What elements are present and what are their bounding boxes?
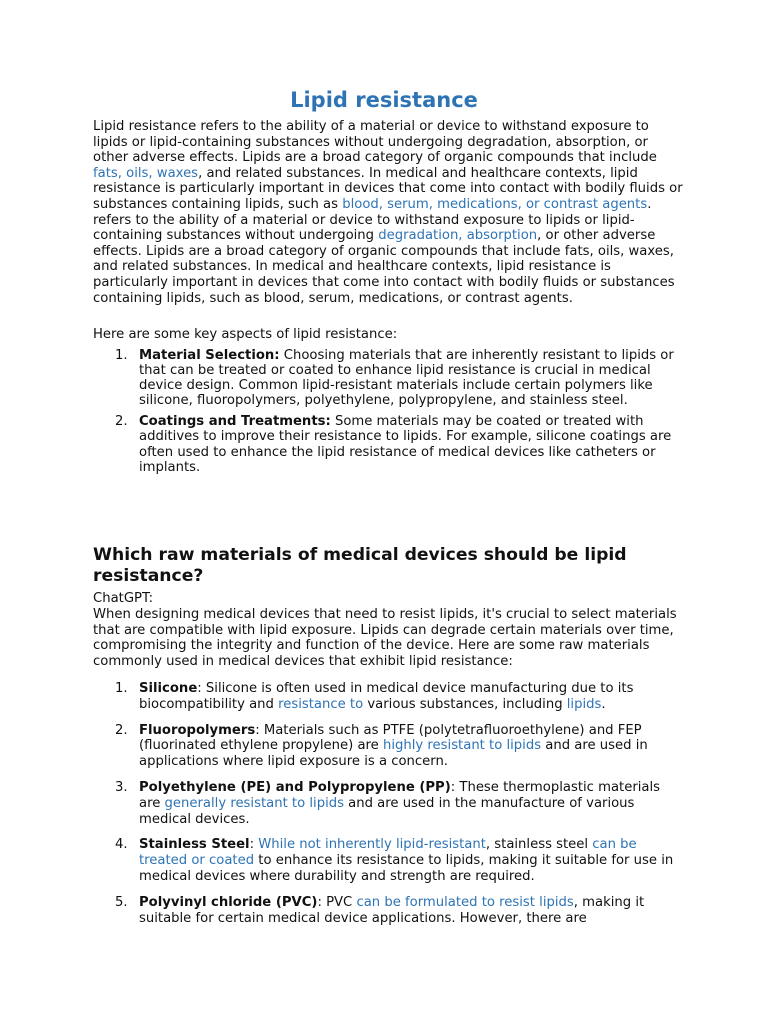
intro-text-4: , or other adverse effects. Lipids are a broad category of organic compounds that include fats, oils, waxes, and related substances. In medical and healthcare contexts, lipid resistance is particularly important in devices that come into contact with bodily fluids or substances containing lipids, such as blood, serum, medications, or contrast agents.	[93, 228, 675, 306]
aspects-list	[93, 348, 683, 475]
list-item-text: : Silicone is often used in medical device manufacturing due to its biocompatibility and	[139, 681, 634, 712]
item-link[interactable]: While not inherently lipid-resistant	[258, 837, 486, 853]
list-item	[93, 723, 683, 770]
intro-text-1: Lipid resistance refers to the ability of a material or device to withstand exposure to lipids or lipid-containing substances without undergoing degradation, absorption, or other adverse effects. Lipids are a broad category of organic compounds that include	[93, 119, 657, 166]
list-item	[93, 780, 683, 827]
list-item	[93, 681, 683, 713]
list-item-heading: Polyvinyl chloride (PVC)	[139, 894, 318, 910]
list-item-text: : These thermoplastic materials are	[139, 779, 661, 811]
list-item-text: :	[249, 837, 259, 853]
list-item-heading: Material Selection:	[139, 348, 280, 363]
list-item-text: : PVC	[317, 894, 357, 910]
list-item-text: .	[601, 696, 606, 712]
list-item-text: to enhance its resistance to lipids, making it suitable for use in medical devices where durability and strength are required.	[139, 853, 674, 884]
list-number: 3.	[115, 779, 128, 795]
intro-text-2: , and related substances. In medical and healthcare contexts, lipid resistance is particularly important in devices that come into contact with bodily fluids or substances containing lipids, such as	[93, 165, 683, 212]
item-link[interactable]: lipids	[566, 696, 602, 712]
list-item	[93, 837, 683, 884]
section-intro: When designing medical devices that need to resist lipids, it's crucial to select materials that are compatible with lipid exposure. Lipids can degrade certain materials over time, compromising the integrity and function of the device. Here are some raw materials commonly used in medical devices that exhibit lipid resistance:	[93, 607, 677, 669]
intro-link-fats[interactable]: fats, oils, waxes	[93, 165, 199, 181]
list-number: 2.	[115, 722, 128, 738]
section-heading: Which raw materials of medical devices should be lipid resistance?	[93, 545, 627, 586]
list-item-text: and are used in the manufacture of various medical devices.	[139, 795, 635, 827]
item-link[interactable]: can be treated or coated	[139, 837, 637, 869]
intro-link-degradation[interactable]: degradation, absorption	[378, 228, 538, 244]
item-link[interactable]: resistance to	[278, 696, 364, 712]
list-item-text: : Materials such as PTFE (polytetrafluoroethylene) and FEP (fluorinated ethylene propylene) are	[139, 722, 642, 754]
chatgpt-label: ChatGPT:	[93, 591, 154, 606]
list-item-text: , stainless steel	[485, 837, 593, 853]
list-item	[93, 895, 683, 927]
list-number: 4.	[115, 837, 128, 853]
key-aspects-intro: Here are some key aspects of lipid resistance:	[93, 327, 398, 342]
materials-list	[93, 681, 683, 926]
list-item	[93, 414, 683, 474]
item-link[interactable]: can be formulated to resist lipids	[356, 894, 574, 910]
list-item-heading: Silicone	[139, 681, 198, 696]
item-link[interactable]: highly resistant to lipids	[383, 738, 542, 754]
list-item-text: Choosing materials that are inherently resistant to lipids or that can be treated or coated to enhance lipid resistance is crucial in medical device design. Common lipid-resistant materials include certain polymers like silicone, fluoropolymers, polyethylene, polypropylene, and stainless steel.	[139, 348, 674, 409]
list-item-heading: Coatings and Treatments:	[139, 414, 331, 430]
item-link[interactable]: generally resistant to lipids	[164, 795, 344, 811]
intro-link-blood[interactable]: blood, serum, medications, or contrast agents	[342, 196, 648, 212]
list-number: 5.	[115, 894, 128, 910]
list-item-text: Some materials may be coated or treated with additives to improve their resistance to lipids. For example, silicone coatings are often used to enhance the lipid resistance of medical devices like catheters or implants.	[139, 414, 672, 475]
list-item-text: and are used in applications where lipid exposure is a concern.	[139, 738, 648, 770]
list-number: 2.	[115, 414, 128, 430]
list-item	[93, 348, 683, 408]
list-item-text: various substances, including	[363, 696, 567, 712]
intro-text-3: . refers to the ability of a material or device to withstand exposure to lipids or lipid-containing substances without undergoing	[93, 196, 652, 244]
intro-paragraph	[93, 119, 683, 306]
list-item-text: , making it suitable for certain medical device applications. However, there are	[139, 894, 645, 926]
list-item-heading: Polyethylene (PE) and Polypropylene (PP)	[139, 779, 451, 795]
list-item-heading: Fluoropolymers	[139, 722, 256, 738]
list-item-heading: Stainless Steel	[139, 837, 250, 853]
list-number: 1.	[115, 681, 128, 696]
list-number: 1.	[115, 348, 128, 363]
page-title: Lipid resistance	[290, 88, 478, 112]
